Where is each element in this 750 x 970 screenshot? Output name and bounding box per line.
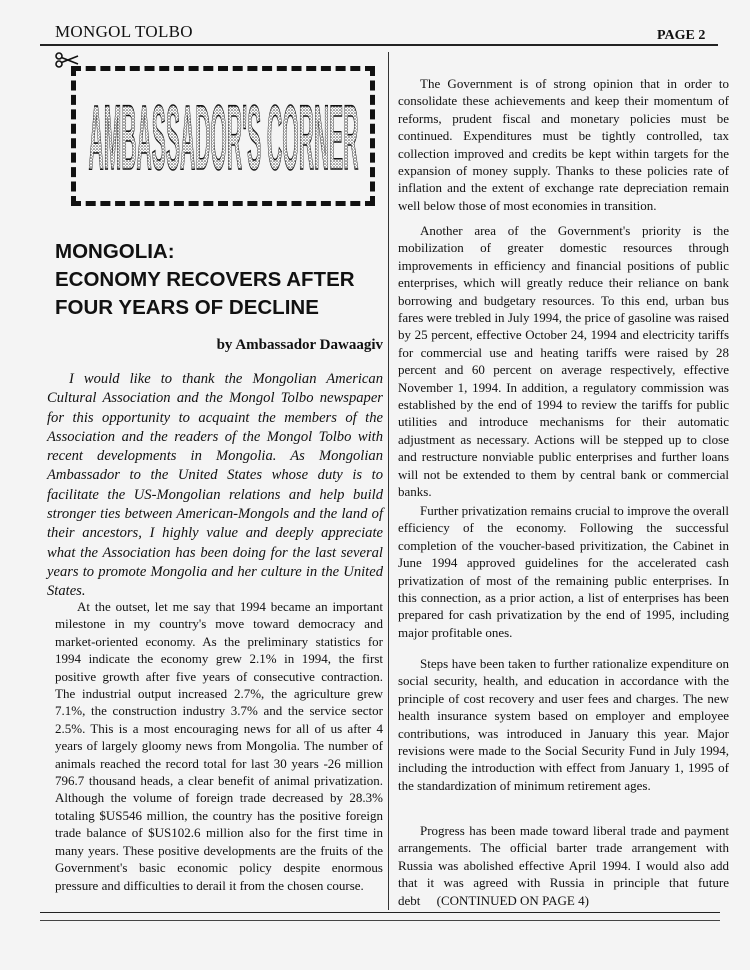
banner-text: AMBASSADOR'S CORNER [88, 87, 359, 185]
footer-rule-secondary [40, 920, 720, 921]
header-rule [40, 44, 718, 46]
headline-line-1: MONGOLIA: [55, 240, 175, 263]
intro-paragraph: I would like to thank the Mongolian American Cultural Association and the Mongol Tolbo newspaper for this opportunity to acquaint the members of the Association and the readers of the Mongol Tolbo with recent developments in Mongolia. As Mongolian Ambassador to the United States whose duty is to facilitate the US-Mongolian relations and help build stronger ties between American-Mongols and the land of their ancestors, I highly value and deeply appreciate what the Association has been doing for the last several years to promote Mongolia and her culture in the United States. [47, 371, 383, 600]
body-paragraph-3: Another area of the Government's priority is the mobilization of greater domestic resources through improvements in efficiency and financial positions of public enterprises, which will greatly reduce their reliance on bank borrowing and budgetary resources. To this end, urban bus fares were trebled in July 1994, the price of gasoline was raised by 25 percent, effective October 24, 1994 and electricity tariffs for commercial use and heating tariffs were raised by 28 percent and 60 percent on average respectively, effective November 1, 1994. In addition, a regulatory commission was established by the end of 1994 to review the tariffs for public utilities and introduce mechanisms for their automatic adjustment as necessary. Actions will be stepped up to close and restructure nonviable public enterprises and further loans will not be extended to them by central bank or commercial banks. [398, 223, 729, 500]
right-column-body-6 [398, 822, 729, 909]
right-column-body [398, 75, 729, 214]
body-paragraph-5: Steps have been taken to further rationalize expenditure on social security, health, and education in accordance with the principle of cost recovery and user fees and charges. The new health insurance system based on employer and employee contributions, was introduced in January this year. Major revisions were made to the Social Security Fund in July 1994, including the introduction with effect from January 1, 1995 of the standardization of minimum retirement ages. [398, 656, 729, 793]
article-headline [55, 238, 375, 322]
right-column-body-5 [398, 655, 729, 794]
right-column-body-4 [398, 502, 729, 641]
ambassadors-corner-banner [84, 85, 363, 185]
body-paragraph-2: The Government is of strong opinion that in order to consolidate these achievements and keep their momentum of reforms, prudent fiscal and monetary policies must be continued. Expenditures must be tightly controlled, tax collection improved and credits be kept within targets for the expansion of money supply. Thanks to these policies rate of inflation and the extent of exchange rate depreciation remain well below those of most economies in transition. [398, 76, 729, 213]
page-number: PAGE 2 [657, 28, 706, 43]
body-paragraph-1: At the outset, let me say that 1994 became an important milestone in my country's move toward democracy and market-oriented economy. As the preliminary statistics for 1994 indicate the economy grew 2.1% in 1994, the first positive growth after five years of consecutive contraction. The industrial output increased 2.7%, the agriculture grew 7.1%, the construction industry 3.7% and the service sector 2.5%. This is a most encouraging news for all of us after 4 years of largely gloomy news from Mongolia. The number of animals reached the record total for last 30 years -26 million 796.7 thousand heads, a clear benefit of animal privatization. Although the volume of foreign trade decreased by 28.3% totaling $US546 million, the country has the positive foreign trade balance of $US102.6 million also for the first time in many years. These positive developments are the fruits of the Government's basic economic policy despite enormous pressure and difficulties to derail it from the chosen course. [55, 599, 383, 893]
paragraph-6-text: Progress has been made toward liberal trade and payment arrangements. The official barter trade arrangement with Russia was abolished effective April 1994. I would also add that it was agreed with Russia in principle that future debt [398, 823, 729, 908]
ambassadors-corner-box [71, 66, 375, 206]
continued-notice: (CONTINUED ON PAGE 4) [436, 892, 589, 908]
body-paragraph-4: Further privatization remains crucial to improve the overall efficiency of the economy. Following the successful completion of the voucher-based privitization, the Cabinet in June 1994 approved guidelines for the accelerated cash privatization of most of the remaining public enterprises. In this connection, as a prior action, a list of enterprises has been prepared for cash privatization by the end of 1995, including major profitable ones. [398, 503, 729, 640]
footer-rule [40, 912, 720, 913]
left-column-body [55, 598, 383, 894]
right-column-body-3 [398, 222, 729, 501]
headline-line-2: ECONOMY RECOVERS AFTER [55, 268, 355, 291]
article-byline: by Ambassador Dawaagiv [216, 337, 383, 353]
body-paragraph-6 [398, 822, 729, 909]
headline-line-3: FOUR YEARS OF DECLINE [55, 296, 319, 319]
column-divider [388, 52, 389, 910]
newspaper-title: MONGOL TOLBO [55, 22, 193, 41]
